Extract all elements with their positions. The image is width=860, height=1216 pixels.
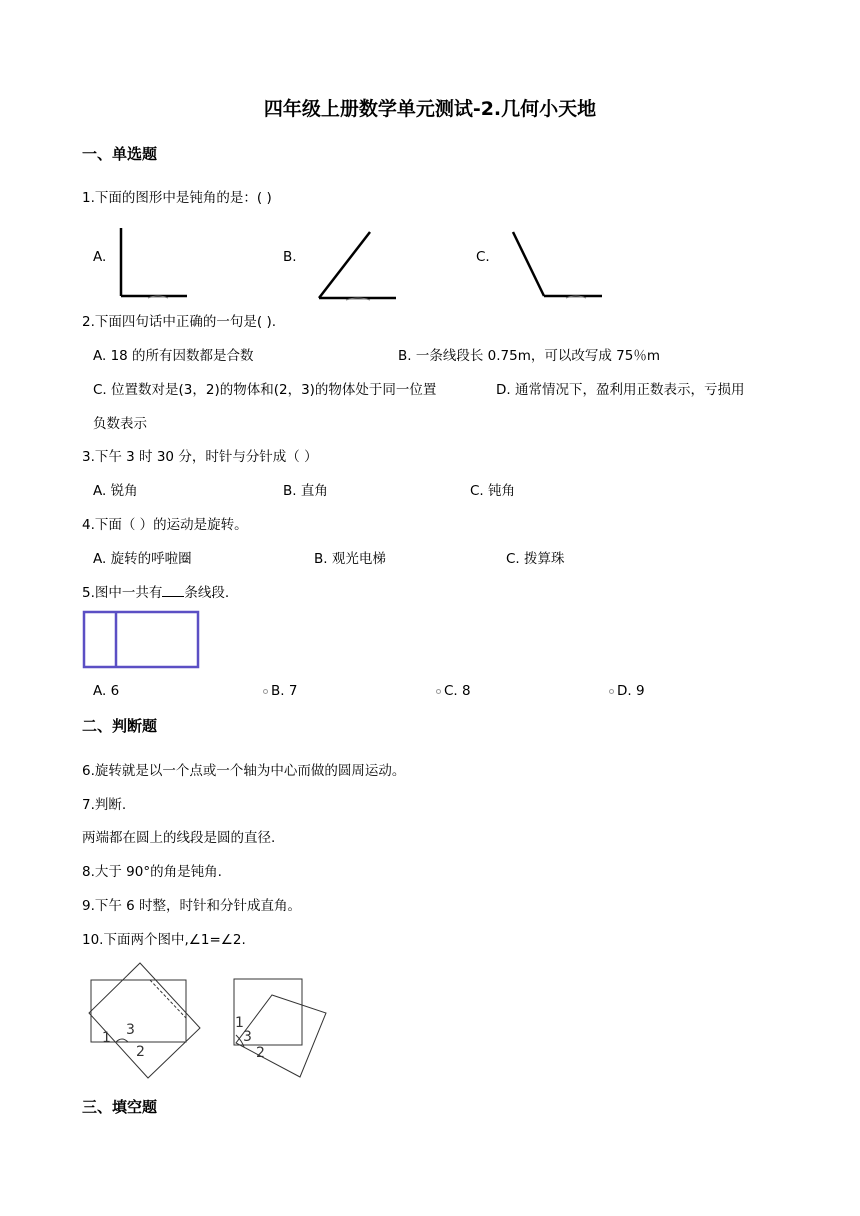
q1-option-c-label: C. [476,249,490,265]
q5-option-d: D. 9 [617,683,645,699]
q1-figure-right-angle [112,224,192,304]
question-4-stem: 4.下面（ ）的运动是旋转。 [82,517,248,533]
q4-option-a: A. 旋转的呼啦圈 [93,551,192,567]
q2-option-b: B. 一条线段长 0.75m，可以改写成 75％m [398,348,660,364]
question-7: 7.判断. [82,797,127,813]
question-8: 8.大于 90°的角是钝角. [82,864,222,880]
q4-option-b: B. 观光电梯 [314,551,386,567]
radio-dot-icon [436,689,441,694]
q5-answer-blank [162,584,184,597]
q10-fig2-label-2: 2 [256,1045,265,1061]
q10-fig2-label-1: 1 [235,1015,244,1031]
q2-option-d-continued: 负数表示 [93,416,147,432]
q2-option-c: C. 位置数对是(3，2)的物体和(2，3)的物体处于同一位置 [93,382,437,398]
q10-fig1-label-1: 1 [102,1030,111,1046]
section-heading-single-choice: 一、单选题 [82,145,158,163]
q2-option-d: D. 通常情况下，盈利用正数表示，亏损用 [496,382,745,398]
radio-dot-icon [263,689,268,694]
q1-figure-obtuse-angle [506,224,606,304]
q5-option-b: B. 7 [271,683,298,699]
radio-dot-icon [609,689,614,694]
q5-option-c-wrap [436,683,471,699]
page-title: 四年级上册数学单元测试-2.几何小天地 [263,98,597,120]
q3-option-c: C. 钝角 [470,483,516,499]
question-9: 9.下午 6 时整，时针和分针成直角。 [82,898,302,914]
q5-rectangle-figure [82,610,202,670]
q10-fig1-label-2: 2 [136,1044,145,1060]
section-heading-true-false: 二、判断题 [82,717,158,735]
q4-option-c: C. 拨算珠 [506,551,565,567]
question-6: 6.旋转就是以一个点或一个轴为中心而做的圆周运动。 [82,763,406,779]
q3-option-b: B. 直角 [283,483,328,499]
question-1-stem: 1.下面的图形中是钝角的是：( ) [82,190,272,206]
q2-option-a: A. 18 的所有因数都是合数 [93,348,254,364]
q5-stem-suffix: 条线段. [184,585,230,601]
q1-option-a-label: A. [93,249,107,265]
q3-option-a: A. 锐角 [93,483,138,499]
section-heading-fill-blank: 三、填空题 [82,1098,158,1116]
q10-fig1-label-3: 3 [126,1022,135,1038]
question-2-stem: 2.下面四句话中正确的一句是( ). [82,314,276,330]
question-10: 10.下面两个图中,∠1=∠2. [82,932,246,948]
q1-figure-acute-angle [312,224,402,304]
q10-figure-1 [88,958,208,1083]
q5-option-d-wrap [609,683,645,699]
q5-option-a: A. 6 [93,683,120,699]
q10-figure-2 [232,975,332,1080]
question-7-body: 两端都在圆上的线段是圆的直径. [82,830,276,846]
q5-stem-prefix: 5.图中一共有 [82,585,163,601]
question-3-stem: 3.下午 3 时 30 分，时针与分针成（ ） [82,449,318,465]
question-5-stem [82,581,229,601]
q5-option-c: C. 8 [444,683,471,699]
q10-fig2-label-3: 3 [243,1029,252,1045]
q5-option-b-wrap [263,683,297,699]
q1-option-b-label: B. [283,249,297,265]
